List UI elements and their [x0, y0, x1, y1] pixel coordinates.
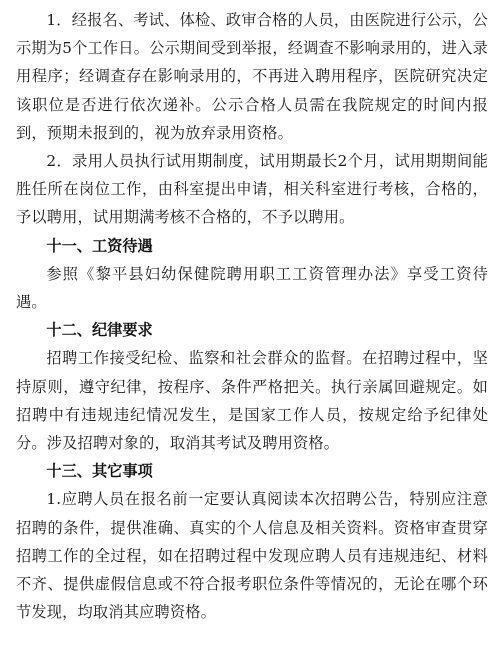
paragraph-other-matters: 1.应聘人员在报名前一定要认真阅读本次招聘公告，特别应注意招聘的条件，提供准确、真实的个人信息及相关资料。资格审查贯穿招聘工作的全过程，如在招聘过程中发现应聘人员有违规违纪、材料不齐、提供虚假信息或不符合报考职位条件等情况的，无论在哪个环节发现，均取消其应聘资格。: [16, 490, 488, 622]
paragraph-salary: 参照《黎平县妇幼保健院聘用职工工资管理办法》享受工资待遇。: [16, 264, 488, 312]
paragraph-probation: 2．录用人员执行试用期制度，试用期最长2个月，试用期期间能胜任所在岗位工作，由科室提出申请，相关科室进行考核，合格的，予以聘用，试用期满考核不合格的，不予以聘用。: [16, 152, 488, 227]
paragraph-discipline: 招聘工作接受纪检、监察和社会群众的监督。在招聘过程中，坚持原则，遵守纪律，按程序、条件严格把关。执行亲属回避规定。如招聘中有违规违纪情况发生，是国家工作人员，按规定给予纪律处分。涉及招聘对象的，取消其考试及聘用资格。: [16, 349, 488, 453]
section-heading-salary: 十一、工资待遇: [46, 236, 153, 255]
paragraph-publicity: 1．经报名、考试、体检、政审合格的人员，由医院进行公示，公示期为5个工作日。公示期间受到举报，经调查不影响录用的，进入录用程序；经调查存在影响录用的，不再进入聘用程序，医院研究决定该职位是否进行依次递补。公示合格人员需在我院规定的时间内报到，预期未报到的，视为放弃录用资格。: [16, 11, 488, 142]
section-heading-discipline: 十二、纪律要求: [46, 321, 153, 340]
section-heading-other-matters: 十三、其它事项: [46, 462, 153, 481]
